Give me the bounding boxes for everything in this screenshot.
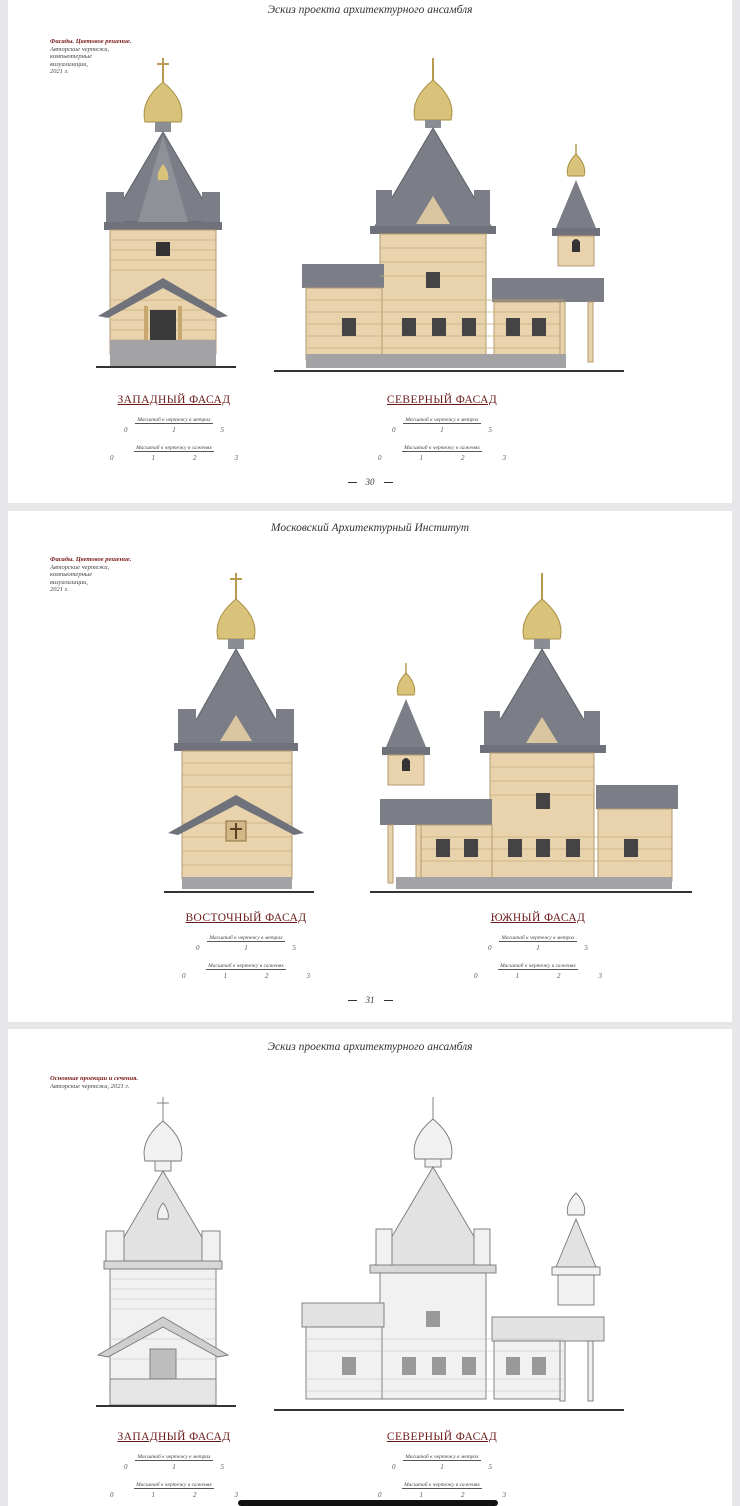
note-title: Фасады. Цветовое решение. (50, 38, 132, 45)
scale-sazhen-ticks: 0 1 2 3 (378, 454, 506, 462)
caption-title: ВОСТОЧНЫЙ ФАСАД (185, 912, 307, 924)
note-title: Фасады. Цветовое решение. (50, 556, 132, 563)
scale-meters-ticks: 0 1 5 (488, 944, 588, 952)
scale-sazhen-label: Масштаб к чертежу в саженях (208, 963, 284, 969)
page-number: 30 (8, 477, 732, 487)
scale-meters-label: Масштаб к чертежу в метрах (405, 1454, 479, 1460)
note-line: Авторские чертежи, (50, 563, 110, 571)
scale-sazhen-label: Масштаб к чертежу в саженях (500, 963, 576, 969)
document-page-30 (8, 0, 732, 503)
page-number: 31 (8, 995, 732, 1005)
page-header: Эскиз проекта архитектурного ансамбля (267, 4, 473, 16)
west-facade-caption (110, 1431, 238, 1499)
north-facade-caption (378, 394, 506, 462)
east-facade-caption (182, 912, 310, 980)
scale-sazhen-label: Масштаб к чертежу в саженях (404, 445, 480, 451)
note-line: 2021 г. (50, 68, 69, 75)
note-line: визуализации, (50, 60, 88, 68)
scale-meters-ticks: 0 1 5 (392, 1463, 492, 1471)
north-facade-drawing (266, 56, 626, 376)
document-page-31 (8, 511, 732, 1022)
south-facade-drawing (366, 571, 696, 897)
scale-meters-label: Масштаб к чертежу в метрах (137, 417, 211, 423)
north-facade-line-drawing (266, 1095, 626, 1415)
scale-sazhen-label: Масштаб к чертежу в саженях (136, 445, 212, 451)
scale-sazhen-ticks: 0 1 2 3 (378, 1491, 506, 1499)
scale-meters-ticks: 0 1 5 (196, 944, 296, 952)
caption-title: СЕВЕРНЫЙ ФАСАД (386, 394, 498, 406)
scale-meters-ticks: 0 1 5 (392, 426, 492, 434)
caption-title: ЮЖНЫЙ ФАСАД (490, 912, 586, 924)
west-facade-caption (110, 394, 238, 462)
caption-title: СЕВЕРНЫЙ ФАСАД (386, 1431, 498, 1443)
west-facade-drawing (88, 56, 248, 376)
note-line: компьютерные (50, 571, 93, 578)
north-facade-caption (378, 1431, 506, 1499)
note-line: компьютерные (50, 53, 93, 60)
note-line: 2021 г. (50, 586, 69, 593)
page-note (50, 1075, 138, 1090)
scale-sazhen-ticks: 0 1 2 3 (182, 972, 310, 980)
west-facade-line-drawing (88, 1095, 248, 1415)
scale-sazhen-ticks: 0 1 2 3 (110, 454, 238, 462)
scale-sazhen-ticks: 0 1 2 3 (110, 1491, 238, 1499)
note-line: Авторские чертежи, (50, 45, 110, 53)
note-title: Основные проекции и сечения. (50, 1075, 139, 1082)
scale-meters-label: Масштаб к чертежу в метрах (209, 935, 283, 941)
page-header: Эскиз проекта архитектурного ансамбля (267, 1041, 473, 1053)
caption-title: ЗАПАДНЫЙ ФАСАД (117, 1431, 231, 1443)
home-indicator[interactable] (238, 1500, 498, 1506)
page-header: Московский Архитектурный Институт (270, 522, 470, 534)
document-page-32 (8, 1029, 732, 1506)
page-note (50, 556, 131, 594)
scale-sazhen-label: Масштаб к чертежу в саженях (404, 1482, 480, 1488)
scale-meters-label: Масштаб к чертежу в метрах (137, 1454, 211, 1460)
scale-sazhen-ticks: 0 1 2 3 (474, 972, 602, 980)
south-facade-caption (474, 912, 602, 980)
scale-meters-ticks: 0 1 5 (124, 1463, 224, 1471)
scale-sazhen-label: Масштаб к чертежу в саженях (136, 1482, 212, 1488)
east-facade-drawing (158, 571, 318, 897)
caption-title: ЗАПАДНЫЙ ФАСАД (117, 394, 231, 406)
scale-meters-ticks: 0 1 5 (124, 426, 224, 434)
note-line: Авторские чертежи, 2021 г. (50, 1082, 130, 1090)
note-line: визуализации, (50, 578, 88, 586)
scale-meters-label: Масштаб к чертежу в метрах (501, 935, 575, 941)
scale-meters-label: Масштаб к чертежу в метрах (405, 417, 479, 423)
